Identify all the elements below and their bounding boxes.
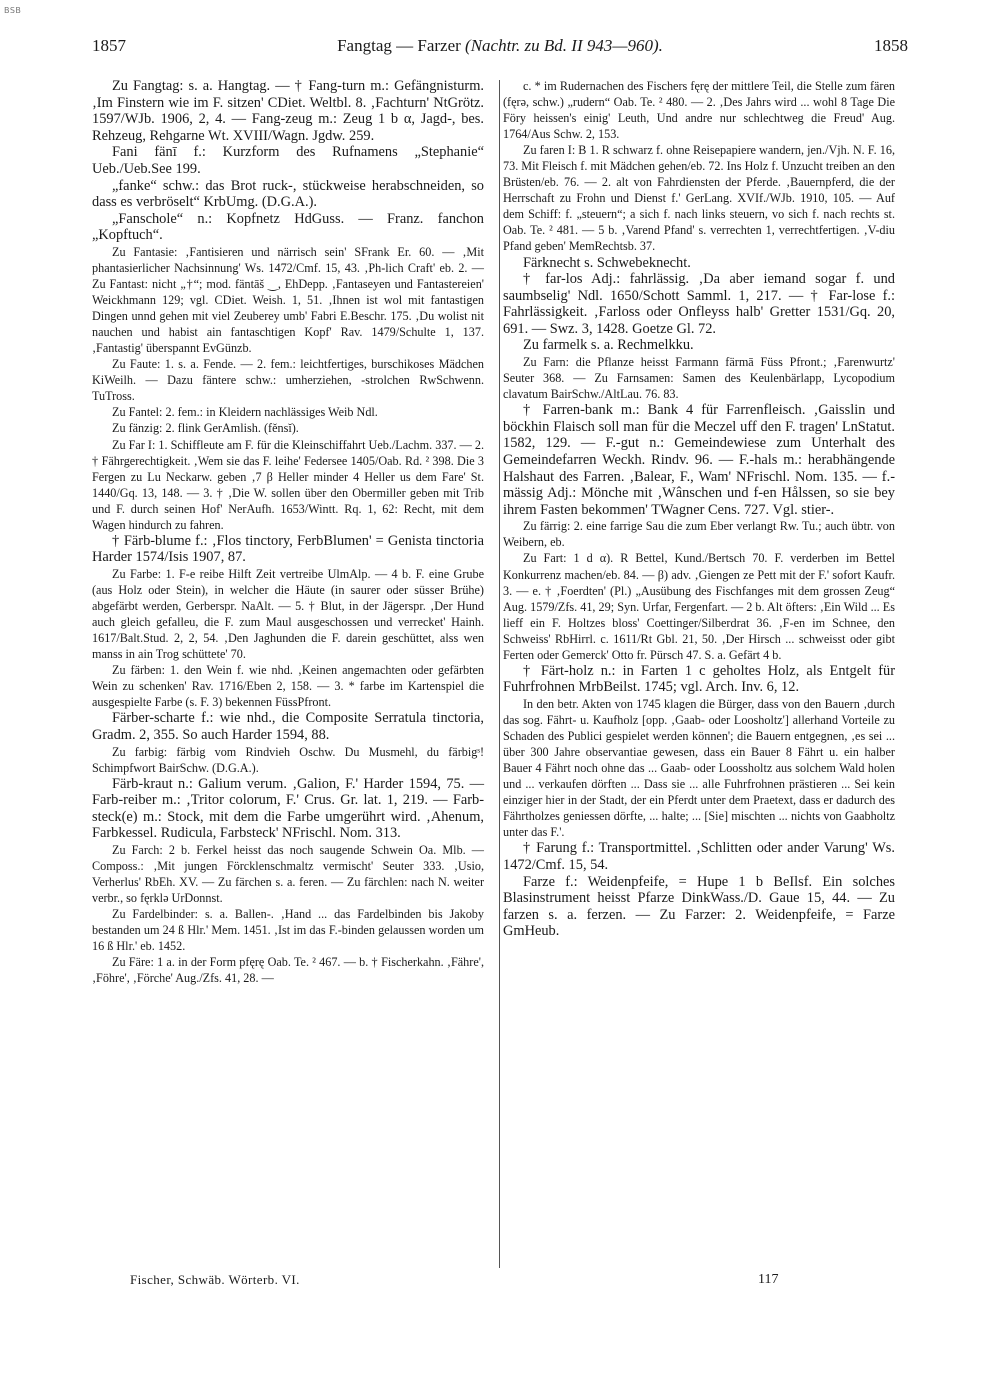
dictionary-entry: Zu färrig: 2. eine farrige Sau die zum Eber verlangt Rw. Tu.; auch übtr. von Weibern, eb. bbox=[503, 519, 895, 550]
page-footer bbox=[130, 1272, 908, 1292]
dictionary-entry: Farze f.: Weidenpfeife, = Hupe 1 b BeIlsf. Ein solches Blasinstrument heisst Pfarze DinkWass./D. Gaue 15, 44. — Zu farzen s. a. ferzen. — Zu Farzer: 2. Weidenpfeife, = Farze GmHeub. bbox=[503, 873, 895, 940]
sheet-signature: Fischer, Schwäb. Wörterb. VI. bbox=[130, 1272, 300, 1287]
dictionary-entry: „Fanschole“ n.: Kopfnetz HdGuss. — Franz. fanchon „Kopftuch“. bbox=[92, 210, 484, 244]
dictionary-entry: Zu Farch: 2 b. Ferkel heisst das noch saugende Schwein Oa. Mlb. — Composs.: ‚Mit jungen Förcklenschmaltz vermischt' Seuter 333. ‚Usio, Verherlus' RbEh. XV. — Zu färchen s. a. feren. — Zu färchlen: nach N. weiter verbr., so fęrklə UrDonnst. bbox=[92, 843, 484, 906]
running-title-main: Fangtag — Farzer bbox=[337, 36, 461, 55]
dictionary-entry: Zu Faute: 1. s. a. Fende. — 2. fem.: leichtfertiges, burschikoses Mädchen KiWeilh. — Dazu fäntere schw.: umherziehen, -strolchen RwSchwenn. TuTross. bbox=[92, 357, 484, 404]
dictionary-entry: Zu Farbe: 1. F-e reibe Hilft Zeit vertreibe UlmAlp. — 4 b. F. eine Grube (aus Holz oder Stein), in welcher die Häute (in saurer oder süsser Brühe) abgefärbt werden, Gerberspr. NaAlt. — 5. † Blut, in der Jägerspr. ‚Der Hund auch gleich gefalleu, die F. zum Maul ausgeschossen und verrecket' Hainh. 1617/Balt.Stud. 2, 2, 54. ‚Den Jaghunden die F. darein geschüttet, alss wen manss in ain Trog schüttete' 70. bbox=[92, 566, 484, 662]
dictionary-entry: Färber-scharte f.: wie nhd., die Composite Serratula tinctoria, Gradm. 2, 355. So auch Harder 1594, 88. bbox=[92, 710, 484, 743]
dictionary-entry: Zu fänzig: 2. flink GerAmlish. (fěnsĭ). bbox=[112, 421, 299, 436]
dictionary-entry: † far-los Adj.: fahrlässig. ‚Da aber iemand sogar f. und saumbselig' Ndl. 1650/Schott Samml. 1, 217. — † Far-lose f.: Fahrlässigkeit. ‚Farloss oder Onfleyss halb' Gretter 1531/Gq. 20, 691. — Swz. 3, 1428. Goetze Gl. 72. bbox=[503, 271, 895, 337]
dictionary-entry: Zu Färe: 1 a. in der Form pfęrę Oab. Te. ² 467. — b. † Fischerkahn. ‚Fähre', ‚Föhre', ‚Förche' Aug./Zfs. 41, 28. — bbox=[92, 955, 484, 986]
dictionary-entry: Zu farbig: färbig vom Rindvieh Oschw. Du Musmehl, du färbigˢ! Schimpfwort BairSchw. (D.G.A.). bbox=[92, 744, 484, 775]
left-column bbox=[92, 78, 484, 986]
dictionary-entry: Zu farmelk s. a. Rechmelkku. bbox=[523, 337, 694, 354]
dictionary-entry: Zu Farn: die Pflanze heisst Farmann färmā Füss Pfront.; ‚Farenwurtz' Seuter 368. — Zu Farnsamen: Samen des Keulenbärlapp, Lycopodium clavatum BairSchw./AltLau. 76. 83. bbox=[503, 355, 895, 402]
dictionary-entry: † Farung f.: Transportmittel. ‚Schlitten oder ander Varung' Ws. 1472/Cmf. 15, 54. bbox=[503, 840, 895, 873]
page-header bbox=[92, 36, 908, 60]
library-stamp: BSB bbox=[4, 6, 22, 15]
dictionary-entry: Zu Fardelbinder: s. a. Ballen-. ‚Hand ... das Fardelbinden bis Jakoby bestanden um 24 ß Hlr.' Mem. 1451. ‚Ist im das F.-binden gelaussen worden um 16 ß Hlr.' eb. 1452. bbox=[92, 907, 484, 954]
column-divider bbox=[499, 80, 500, 1268]
page-number-left: 1857 bbox=[92, 36, 126, 55]
dictionary-entry: In den betr. Akten von 1745 klagen die Bürger, dass von den Bauern ‚durch das sog. Fährt- u. Kaufholz [opp. ‚Gaab- oder Loosholtz'] allerhand Vorteile zu Schaden des Publici gespielet werden können'; die Bauern entgegnen, ‚es sei ... über 300 Jahre observantiae gewesen, dass ein Bauer 8 Fährt u. ein halber Bauer 4 Fährt noch ohne das ... Gaab- oder Loossholtz aus solchem Wald holen und ... verkaufen dörften ... Dass sie ... alle Fuhrfrohnen prästieren ... Sei kein einziger hier in der Stadt, der ein Pferdt unter dem Praetext, dass er dadurch des Fährtholzes geniessen dörfte, ... halte; ... [Sie] mischten ... nichts von Gaabholtz unter das F.'. bbox=[503, 696, 895, 840]
running-title-italic: (Nachtr. zu Bd. II 943—960). bbox=[465, 36, 663, 55]
dictionary-entry: Zu färben: 1. den Wein f. wie nhd. ‚Keinen angemachten oder gefärbten Wein zu schenken' Rav. 1716/Eben 2, 158. — 3. * farbe im Kartenspiel die ausgespielte Farbe (s. F. 3) bekennen FüssPfront. bbox=[92, 663, 484, 710]
page-number-right: 1858 bbox=[874, 36, 908, 55]
dictionary-entry: Zu faren I: B 1. R schwarz f. ohne Reisepapiere wandern, jen./Vjh. N. F. 16, 73. Mit Fleisch f. mit Mädchen gehen/eb. 72. Ins Holz f. Unzucht treiben an den Brüsten/eb. 76. — 2. alt von Fahrdiensten der Pferde. ‚Bauernpferd, die der Herrschaft zu Frohn und Dienst f.' GerLang. XVIf./WJb. 1910, 105. — Auf dem Schiff: f. „steuern“; a sich f. nach links steuern, vo sich f. nach rechts st. Oab. Te. ² 481. — 5 b. ‚Varend Pfand' s. verrechten 1, verrechtfertigen. ‚V-diu Pfand geben' MemRechtsb. 37. bbox=[503, 143, 895, 254]
dictionary-entry: Zu Far I: 1. Schiffleute am F. für die Kleinschiffahrt Ueb./Lachm. 337. — 2. † Fährgerechtigkeit. ‚Wem sie das F. leihe' Federsee 1405/Oab. Rd. ² 398. Die 3 Fergen zu Lu Neckarw. geben ‚7 β Heller minder 4 Heller us dem Fare' St. 1440/Gq. 13, 148. — 3. † ‚Die W. sollen über den Obermiller geben mit Trib und F. durch seinen Hof' NerAufh. 1653/Wintt. Rq. 1, 62: Recht, mit dem Wagen hindurch zu fahren. bbox=[92, 437, 484, 532]
right-column bbox=[503, 78, 895, 940]
dictionary-entry: Zu Fangtag: s. a. Hangtag. — † Fang-turn m.: Gefängnisturm. ‚Im Finstern wie im F. sitzen' CDiet. Weltbl. 8. ‚Fachturn' NtGrötz. 1597/WJb. 1906, 2, 4. — Fang-zeug m.: Zeug 1 b α, Jagd-, bes. Rehzeug, Rehgarne Wt. XVIII/Wagn. Jgdw. 259. bbox=[92, 78, 484, 144]
dictionary-entry: Zu Fantasie: ‚Fantisieren und närrisch sein' SFrank Er. 60. — ‚Mit phantasierlicher Nachsinnung' Ws. 1472/Cmf. 15, 43. ‚Ph-lich Craft' eb. 2. — Zu Fantast: nicht „†“; mod. fäntāš ‿, EhDepp. ‚Fantaseyen und Fantastereien' Weickhmann 129; vgl. CDiet. Weish. 1, 51. ‚Ihnen ist wol mit fantastigen Dingen unnd gehen mit viel Zeuberey umb' Fabri E.Beschr. 175. ‚Du wolist nit nauchen und habist ain fantaschtigen Kopf' Rav. 1479/Schulte 1, 137. ‚Fantastig' überspannt EvGünzb. bbox=[92, 244, 484, 356]
dictionary-entry: † Färt-holz n.: in Farten 1 c geholtes Holz, als Entgelt für Fuhrfrohnen MrbBeilst. 1745; vgl. Arch. Inv. 6, 12. bbox=[503, 662, 895, 696]
dictionary-entry: Färknecht s. Schwebeknecht. bbox=[523, 254, 691, 271]
dictionary-entry: † Färb-blume f.: ‚Flos tinctory, FerbBlumen' = Genista tinctoria Harder 1574/Isis 1907, 87. bbox=[92, 532, 484, 566]
dictionary-entry: Färb-kraut n.: Galium verum. ‚Galion, F.' Harder 1594, 75. — Farb-reiber m.: ‚Tritor colorum, F.' Crus. Gr. lat. 1, 219. — Farb-steck(e) m.: Stock, mit dem die Farbe umgerührt wird. ‚Ahenum, Farbkessel. Rudicula, Farbsteck' NFrischl. Nom. 313. bbox=[92, 775, 484, 842]
dictionary-entry: Zu Fantel: 2. fem.: in Kleidern nachlässiges Weib Ndl. bbox=[112, 405, 378, 420]
sheet-number: 117 bbox=[758, 1272, 779, 1287]
dictionary-entry: c. * im Rudernachen des Fischers fęrę der mittlere Teil, die Stelle zum fären (fęrə, schw.) „rudern“ Oab. Te. ² 480. — 2. ‚Des Jahrs wird ... wohl 8 Tage Die Föry heissen's einig' Leuth, Und andre nur schlechtweg die Freud' Aug. 1764/Aus Schw. 2, 153. bbox=[503, 79, 895, 142]
dictionary-entry: Zu Fart: 1 d α). R Bettel, Kund./Bertsch 70. F. verderben im Bettel Konkurrenz machen/eb. 84. — β) adv. ‚Giengen ze Pett mit der F.' sofort Kaufr. 3. — e. † ‚Foerdten' (Pl.) „Ausübung des Fischfanges mit dem grossen Zeug“ Aug. 1579/Zfs. 41, 29; Syn. Urfar, Fergenfart. — 2 b. Alt öfters: ‚Ein Wild ... Es lieff ein F. Holtzes bloss' Coettinger/Silberdrat 36. ‚F-en im Schnee, den Schweiss' RbHirrl. c. 1611/Rt Gbl. 21, 50. ‚Der Hirsch ... schweisst oder gibt Ferten oder Gemerck' Otto fr. Pürsch 47. S. a. Gefärt 4 b. bbox=[503, 551, 895, 662]
dictionary-entry: Fani fänī f.: Kurzform des Rufnamens „Stephanie“ Ueb./Ueb.See 199. bbox=[92, 144, 484, 177]
dictionary-entry: „fanke“ schw.: das Brot ruck-, stückweise herabschneiden, so dass es verbröselt“ KrbUmg. (D.G.A.). bbox=[92, 177, 484, 211]
running-title bbox=[92, 36, 908, 56]
dictionary-entry: † Farren-bank m.: Bank 4 für Farrenfleisch. ‚Gaisslin und böckhin Flaisch soll man für die Meczel uff den F. tragen' LnStatut. 1582, 129. — F.-gut n.: Gemeindewiese zum Unterhalt des Gemeindefarren Weckh. Rindv. 96. — F.-hals m.: herabhängende Halshaut des Farren. ‚Balear, F., Wam' NFrischl. Nom. 135. — f.-mässig Adj.: Mönche mit ‚Wânschen und f-en Hålssen, so sie bey ihrem Fasten bekommen' TWagner Cens. 727. Vgl. stier-. bbox=[503, 402, 895, 518]
